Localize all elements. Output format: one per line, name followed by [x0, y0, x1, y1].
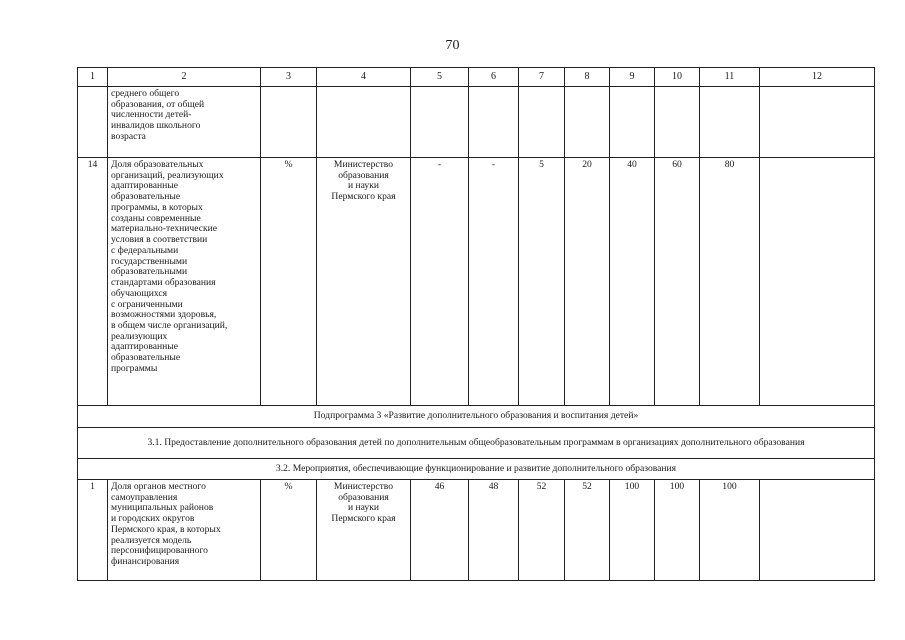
- table-row: [78, 480, 875, 581]
- header-cell: 10: [655, 68, 700, 87]
- responsible-org: Министерство образования и науки Пермского края: [317, 480, 411, 581]
- value-cell: -: [469, 158, 519, 406]
- value-cell: 100: [700, 480, 760, 581]
- row-number: [78, 87, 108, 158]
- value-cell: [610, 87, 655, 158]
- value-cell: [700, 87, 760, 158]
- value-cell: 60: [655, 158, 700, 406]
- value-cell: [469, 87, 519, 158]
- row-number: 1: [78, 480, 108, 581]
- table-row: [78, 87, 875, 158]
- header-cell: 1: [78, 68, 108, 87]
- value-cell: [519, 87, 565, 158]
- row-number: 14: [78, 158, 108, 406]
- responsible-org: Министерство образования и науки Пермского края: [317, 158, 411, 406]
- header-cell: 11: [700, 68, 760, 87]
- value-cell: [760, 87, 875, 158]
- value-cell: 20: [565, 158, 610, 406]
- header-cell: 8: [565, 68, 610, 87]
- section-row: [78, 459, 875, 480]
- value-cell: 40: [610, 158, 655, 406]
- header-cell: 4: [317, 68, 411, 87]
- section-row: [78, 406, 875, 428]
- value-cell: [760, 480, 875, 581]
- unit-cell: %: [261, 480, 317, 581]
- header-cell: 12: [760, 68, 875, 87]
- indicators-table: [77, 67, 875, 581]
- value-cell: 100: [655, 480, 700, 581]
- header-cell: 2: [108, 68, 261, 87]
- indicator-name: Доля органов местного самоуправления муниципальных районов и городских округов Пермского края, в которых реализуется модель персонифицированного финансирования: [108, 480, 261, 581]
- page-number: 70: [445, 38, 460, 53]
- value-cell: [760, 158, 875, 406]
- section-3-2-heading: 3.2. Мероприятия, обеспечивающие функционирование и развитие дополнительного образования: [78, 459, 875, 480]
- unit-cell: %: [261, 158, 317, 406]
- header-cell: 6: [469, 68, 519, 87]
- value-cell: -: [411, 158, 469, 406]
- header-cell: 5: [411, 68, 469, 87]
- value-cell: [655, 87, 700, 158]
- header-cell: 9: [610, 68, 655, 87]
- value-cell: 100: [610, 480, 655, 581]
- value-cell: 52: [565, 480, 610, 581]
- unit-cell: [261, 87, 317, 158]
- subprogram-heading: Подпрограмма 3 «Развитие дополнительного образования и воспитания детей»: [78, 406, 875, 428]
- value-cell: 52: [519, 480, 565, 581]
- table-row: [78, 158, 875, 406]
- responsible-org: [317, 87, 411, 158]
- header-cell: 7: [519, 68, 565, 87]
- value-cell: 5: [519, 158, 565, 406]
- section-row: [78, 428, 875, 459]
- value-cell: 46: [411, 480, 469, 581]
- value-cell: [565, 87, 610, 158]
- header-cell: 3: [261, 68, 317, 87]
- value-cell: 80: [700, 158, 760, 406]
- value-cell: 48: [469, 480, 519, 581]
- indicator-name: Доля образовательных организаций, реализующих адаптированные образовательные программы, в которых созданы современные материально-технические условия в соответствии с федеральными государственными образовательными стандартами образования обучающихся с ограниченными возможностями здоровья, в общем числе организаций, реализующих адаптированные образовательные программы: [108, 158, 261, 406]
- indicator-name: среднего общего образования, от общей численности детей- инвалидов школьного возраста: [108, 87, 261, 158]
- header-row: [78, 68, 875, 87]
- section-3-1-heading: 3.1. Предоставление дополнительного образования детей по дополнительным общеобразовательным программам в организациях дополнительного образования: [78, 428, 875, 459]
- value-cell: [411, 87, 469, 158]
